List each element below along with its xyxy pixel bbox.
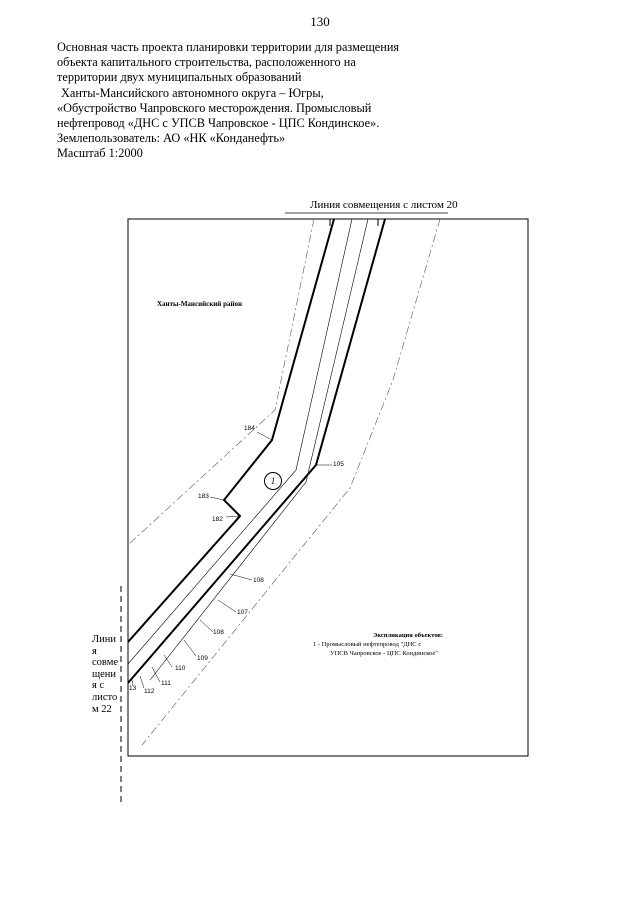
header-line-6: нефтепровод «ДНС с УПСВ Чапровское - ЦПС Кондинское».: [57, 116, 380, 131]
point-label: 108: [213, 629, 224, 636]
header-line-1: Основная часть проекта планировки территории для размещения: [57, 40, 400, 54]
point-label: 105: [333, 461, 344, 468]
header-line-7: Землепользователь: АО «НК «Конданефть»: [57, 131, 286, 146]
header-line-8: Масштаб 1:2000: [57, 146, 143, 161]
outer-boundary-left: [128, 219, 314, 545]
header-line-3: территории двух муниципальных образований: [57, 70, 302, 85]
legend-item: 1 - Промысловый нефтепровод "ДНС с: [313, 641, 422, 648]
point-label: 184: [244, 425, 255, 432]
point-label: 13: [129, 685, 137, 692]
point-label: 108: [253, 577, 264, 584]
point-label: 112: [144, 688, 155, 695]
legend-item: УПСВ Чапровское - ЦПС Кондинское": [330, 650, 438, 657]
allotment-boundary-left: [128, 219, 334, 642]
point-label: 183: [198, 493, 209, 500]
sheet-line-left-label: Линия совмещения с листом 22: [92, 634, 118, 715]
point-label: 110: [175, 665, 186, 672]
point-label: 107: [237, 609, 248, 616]
page-number: 130: [310, 14, 330, 29]
allotment-boundary-right: [128, 219, 385, 683]
header-line-2: объекта капитального строительства, расположенного на: [57, 55, 356, 70]
header-line-4: Ханты-Мансийского автономного округа – Югры,: [61, 85, 324, 100]
outer-boundary-right: [142, 219, 440, 745]
district-label: Ханты-Мансийский район: [157, 300, 243, 308]
object-marker: 1: [264, 472, 282, 490]
corridor-line-1: [128, 219, 352, 664]
point-label: 182: [212, 516, 223, 523]
legend-title: Экспликация объектов:: [372, 632, 444, 639]
point-label: 109: [197, 655, 208, 662]
sheet-line-top-label: Линия совмещения с листом 20: [310, 199, 458, 211]
legend: [313, 631, 513, 658]
corridor-line-2: [150, 219, 368, 680]
point-label: 111: [161, 680, 171, 687]
header-line-5: «Обустройство Чапровского месторождения. Промысловый: [57, 100, 372, 115]
